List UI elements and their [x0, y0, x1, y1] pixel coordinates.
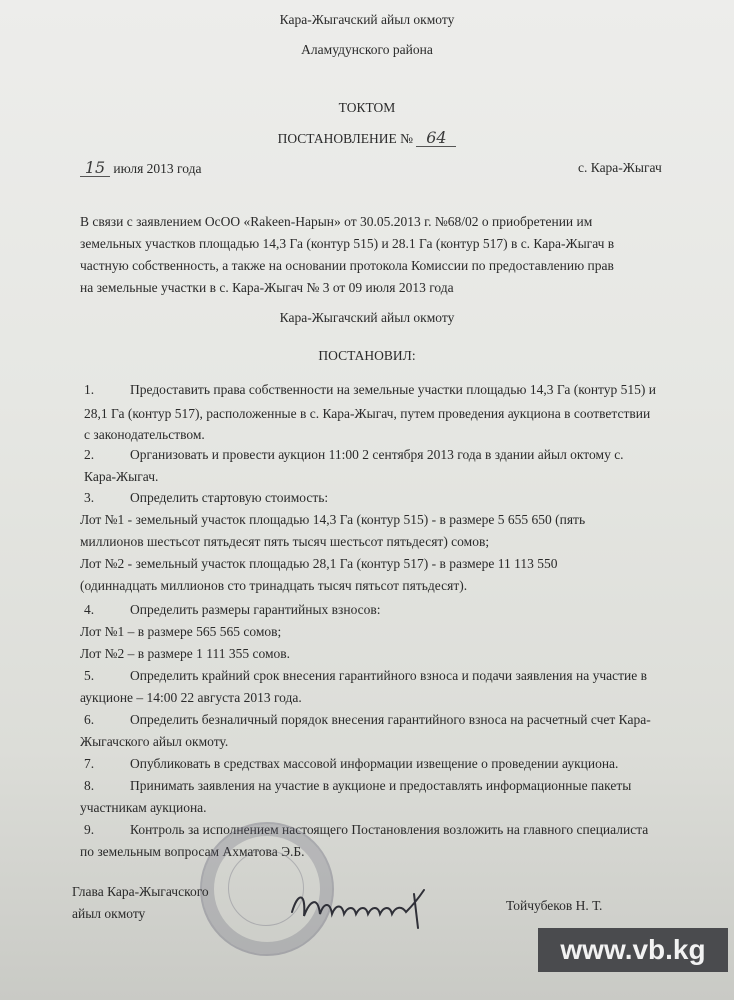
item-text: Опубликовать в средствах массовой информации извещение о проведении аукциона.: [130, 756, 619, 771]
decree-date-rest: июля 2013 года: [113, 161, 202, 176]
item-number: 4.: [84, 602, 95, 617]
preamble-line: на земельные участки в с. Кара-Жыгач № 3 от 09 июля 2013 года: [80, 280, 454, 295]
signer-name: Тойчубеков Н. Т.: [506, 898, 603, 913]
org-name: Кара-Жыгачский айыл окмоту: [279, 12, 455, 27]
item-text: Контроль за исполнением настоящего Постановления возложить на главного специалиста: [130, 822, 649, 837]
item-number: 2.: [84, 447, 95, 462]
item-text: аукционе – 14:00 22 августа 2013 года.: [80, 690, 302, 705]
item-text: Лот №2 – в размере 1 111 355 сомов.: [80, 646, 290, 661]
item-text: миллионов шестьсот пятьдесят пять тысяч шестьсот пятьдесят) сомов;: [80, 534, 490, 549]
decree-number: 64: [416, 130, 456, 147]
item-number: 6.: [84, 712, 95, 727]
item-text: Лот №1 - земельный участок площадью 14,3 Га (контур 515) - в размере 5 655 650 (пять: [80, 512, 586, 527]
item-text: 28,1 Га (контур 517), расположенные в с. Кара-Жыгач, путем проведения аукциона в соответствии: [84, 406, 651, 421]
signer-role-line1: Глава Кара-Жыгачского: [72, 884, 209, 899]
item-number: 8.: [84, 778, 95, 793]
item-number: 3.: [84, 490, 95, 505]
watermark-badge: www.vb.kg: [538, 928, 728, 972]
item-text: участникам аукциона.: [80, 800, 207, 815]
item-text: Организовать и провести аукцион 11:00 2 сентября 2013 года в здании айыл октому с.: [130, 447, 624, 462]
item-text: Кара-Жыгач.: [84, 469, 159, 484]
title-toktom: ТОКТОМ: [338, 100, 396, 115]
item-text: по земельным вопросам Ахматова Э.Б.: [80, 844, 305, 859]
item-text: Определить безналичный порядок внесения гарантийного взноса на расчетный счет Кара-: [130, 712, 651, 727]
item-number: 5.: [84, 668, 95, 683]
item-text: Предоставить права собственности на земельные участки площадью 14,3 Га (контур 515) и: [130, 382, 656, 397]
item-text: Определить стартовую стоимость:: [130, 490, 329, 505]
item-text: Принимать заявления на участие в аукционе и предоставлять информационные пакеты: [130, 778, 632, 793]
decree-day: 15: [80, 160, 110, 177]
org-repeat: Кара-Жыгачский айыл окмоту: [279, 310, 455, 325]
signer-role-line2: айыл окмоту: [72, 906, 146, 921]
item-text: Лот №1 – в размере 565 565 сомов;: [80, 624, 282, 639]
decree-heading: ПОСТАНОВИЛ:: [318, 348, 416, 363]
title-postanovlenie: [0, 130, 734, 147]
item-text: Определить размеры гарантийных взносов:: [130, 602, 381, 617]
preamble-line: В связи с заявлением ОсОО «Rakeen-Нарын» от 30.05.2013 г. №68/02 о приобретении им: [80, 214, 593, 229]
decree-label: ПОСТАНОВЛЕНИЕ №: [277, 131, 413, 146]
item-number: 7.: [84, 756, 95, 771]
item-text: с законодательством.: [84, 427, 205, 442]
item-text: Жыгачского айыл окмоту.: [80, 734, 229, 749]
preamble-line: частную собственность, а также на основании протокола Комиссии по предоставлению прав: [80, 258, 614, 273]
item-number: 1.: [84, 382, 95, 397]
item-text: (одиннадцать миллионов сто тринадцать тысяч пятьсот пятьдесят).: [80, 578, 468, 593]
district-name: Аламудунского района: [301, 42, 433, 57]
decree-place: с. Кара-Жыгач: [578, 160, 662, 175]
item-number: 9.: [84, 822, 95, 837]
signature-scribble: [284, 882, 444, 932]
item-text: Определить крайний срок внесения гарантийного взноса и подачи заявления на участие в: [130, 668, 647, 683]
preamble-line: земельных участков площадью 14,3 Га (контур 515) и 28.1 Га (контур 517) в с. Кара-Жыгач в: [80, 236, 615, 251]
item-text: Лот №2 - земельный участок площадью 28,1 Га (контур 517) - в размере 11 113 550: [80, 556, 558, 571]
decree-date: [80, 160, 201, 177]
